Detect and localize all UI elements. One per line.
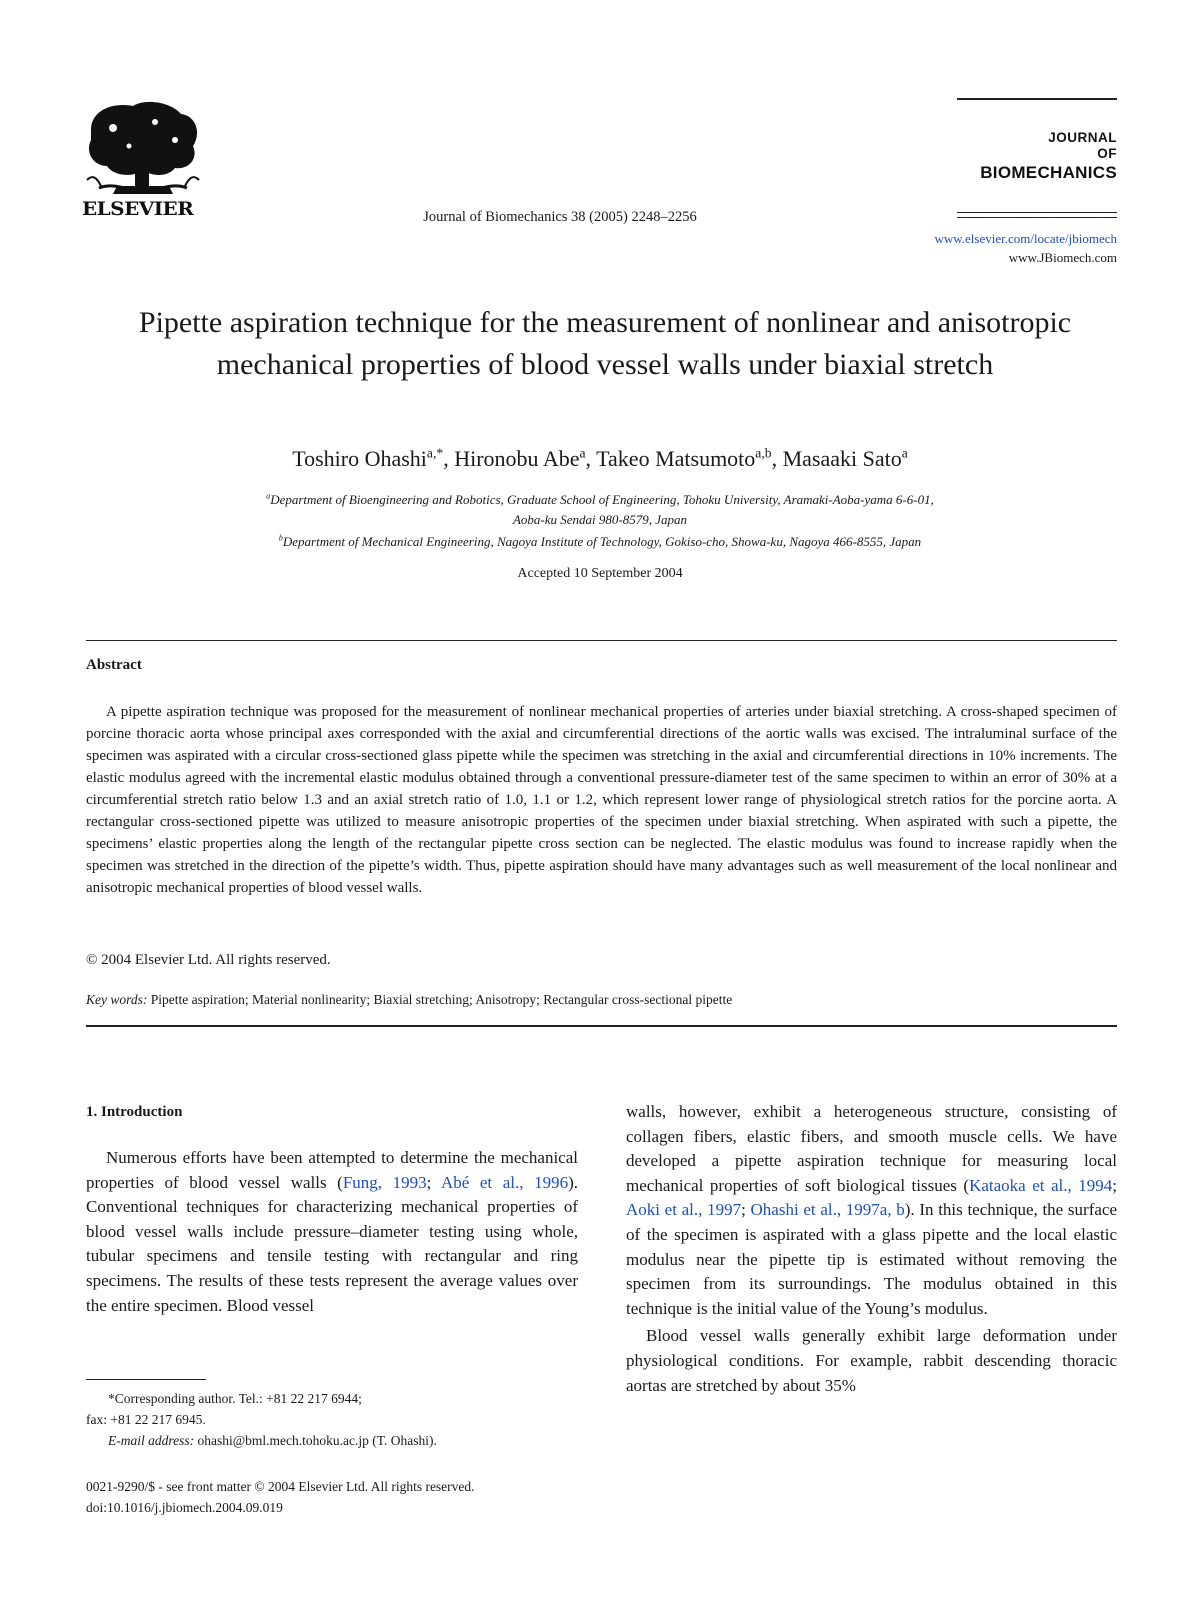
citation-link[interactable]: Ohashi et al., 1997a, b (750, 1200, 905, 1220)
abstract-bottom-divider (86, 1025, 1117, 1027)
body-text: ). In this technique, the surface of the specimen is aspirated with a glass pipette and the local elastic modulus near the pipette tip is estimated without removing the specimen from its surroundings. The modulus obtained in this technique is the initial value of the Young’s modulus. (626, 1200, 1117, 1318)
body-text: Numerous efforts have been attempted to determine the mechanical properties of blood vessel walls ( (86, 1148, 578, 1192)
citation-separator: ; (426, 1172, 441, 1192)
citation-separator: ; (1112, 1175, 1117, 1195)
author-name: Toshiro Ohashi (292, 446, 427, 471)
footnote-issn: 0021-9290/$ - see front matter © 2004 Elsevier Ltd. All rights reserved. (86, 1479, 475, 1494)
journal-logo-rule-bottom-2 (957, 217, 1117, 218)
citation-link[interactable]: Fung, 1993 (342, 1172, 427, 1192)
email-address: ohashi@bml.mech.tohoku.ac.jp (T. Ohashi). (197, 1433, 437, 1448)
keywords-label: Key words: (86, 992, 148, 1007)
accepted-date: Accepted 10 September 2004 (517, 566, 683, 581)
footnote-fax: fax: +81 22 217 6945. (86, 1412, 206, 1427)
author-name: Hironobu Abe (454, 446, 580, 471)
body-column-left (86, 1146, 578, 1318)
email-label: E-mail address: (108, 1433, 195, 1448)
author-affiliation-mark: a (579, 445, 586, 461)
body-paragraph: Blood vessel walls generally exhibit large deformation under physiological conditions. For example, rabbit descending thoracic aortas are stretched by about 35% (626, 1326, 1117, 1395)
keywords-list: Pipette aspiration; Material nonlinearity; Biaxial stretching; Anisotropy; Rectangular cross-sectional pipette (150, 992, 733, 1007)
article-title: Pipette aspiration technique for the measurement of nonlinear and anisotropic mechanical properties of blood vessel walls under biaxial stretch (138, 306, 1072, 381)
footnote-corresponding-author: *Corresponding author. Tel.: +81 22 217 6944; (108, 1391, 362, 1406)
body-column-right (626, 1100, 1117, 1398)
affiliation-mark: a (266, 491, 271, 501)
body-text: ). Conventional techniques for characterizing mechanical properties of blood vessel walls include pressure–diameter testing using whole, tubular specimens and tensile testing with rectangular and ring specimens. The results of these tests represent the average values over the entire specimen. Blood vessel (86, 1172, 578, 1315)
publisher-wordmark: ELSEVIER (82, 198, 194, 220)
author-list: Toshiro Ohashi$^{a,*}$, Hironobu Abe$^a$, Takeo Matsumoto$^{a,b}$, Masaaki Sato$^a$ (292, 445, 908, 471)
abstract-body: A pipette aspiration technique was proposed for the measurement of nonlinear mechanical properties of arteries under biaxial stretching. A cross-shaped specimen of porcine thoracic aorta whose principal axes corresponded with the axial and circumferential directions of the aortic walls was excised. The intraluminal surface of the specimen was aspirated with a circular cross-sectioned glass pipette while the specimen was stretching in the axial and circumferential directions in 10% increments. The elastic modulus agreed with the incremental elastic modulus obtained through a conventional pressure-diameter test of the same specimen to within an error of 30% at a circumferential stretch ratio below 1.3 and an axial stretch ratio of 1.0, 1.1 or 1.2, which represent lower range of physiological stretch ratios for the porcine aorta. A rectangular cross-sectioned pipette was utilized to measure anisotropic properties of the specimen under biaxial stretching. When aspirated with such a pipette, the specimens’ elastic properties along the length of the rectangular pipette cross section can be neglected. The elastic modulus was found to increase rapidly when the specimen was stretched in the direction of the pipette’s width. Thus, pipette aspiration should have many advantages such as well measurement of the local nonlinear and anisotropic mechanical properties of blood vessel walls. (86, 704, 1117, 896)
journal-logo-line3: BIOMECHANICS (980, 163, 1117, 182)
affiliation-mark: b (278, 533, 283, 543)
journal-logo-line2: OF (1097, 146, 1117, 161)
journal-logo (980, 130, 1117, 181)
citation-separator: ; (741, 1200, 751, 1220)
citation-link[interactable]: Aoki et al., 1997 (626, 1200, 742, 1220)
journal-secondary-url: www.JBiomech.com (1008, 250, 1117, 265)
abstract-heading: Abstract (86, 657, 142, 673)
affiliation-text: Department of Bioengineering and Robotics, Graduate School of Engineering, Tohoku University, Aramaki-Aoba-yama 6-6-01, (270, 492, 934, 507)
author-affiliation-mark: a (901, 445, 908, 461)
journal-logo-rule-top (957, 98, 1117, 100)
abstract-top-divider (86, 640, 1117, 641)
footnote-divider (86, 1379, 206, 1380)
affiliation-a (80, 490, 1120, 530)
affiliation-text-continued: Aoba-ku Sendai 980-8579, Japan (512, 512, 688, 527)
body-text: walls, however, exhibit a heterogeneous structure, consisting of collagen fibers, elastic fibers, and smooth muscle cells. We have developed a pipette aspiration technique for measuring local mechanical properties of soft biological tissues ( (626, 1102, 1117, 1195)
elsevier-tree-logo (83, 100, 203, 200)
journal-url-link[interactable]: www.elsevier.com/locate/jbiomech (934, 231, 1117, 246)
body-paragraph (626, 1100, 1117, 1321)
author-affiliation-mark: a,* (426, 445, 444, 461)
citation-link[interactable]: Kataoka et al., 1994 (969, 1175, 1113, 1195)
journal-citation: Journal of Biomechanics 38 (2005) 2248–2256 (423, 209, 697, 225)
abstract-copyright: © 2004 Elsevier Ltd. All rights reserved. (86, 952, 331, 968)
citation-link[interactable]: Abé et al., 1996 (440, 1172, 569, 1192)
footnote-doi: doi:10.1016/j.jbiomech.2004.09.019 (86, 1500, 283, 1515)
affiliation-text: Department of Mechanical Engineering, Nagoya Institute of Technology, Gokiso-cho, Showa-ku, Nagoya 466-8555, Japan (282, 534, 922, 549)
affiliation-b (80, 532, 1120, 552)
section-heading-introduction: 1. Introduction (86, 1104, 183, 1120)
journal-logo-line1: JOURNAL (1048, 130, 1117, 145)
journal-logo-rule-bottom-1 (957, 212, 1117, 213)
author-affiliation-mark: a,b (755, 445, 772, 461)
author-name: Takeo Matsumoto (596, 446, 756, 471)
footnote-email (86, 1431, 437, 1451)
author-name: Masaaki Sato (782, 446, 902, 471)
keywords (86, 992, 732, 1008)
